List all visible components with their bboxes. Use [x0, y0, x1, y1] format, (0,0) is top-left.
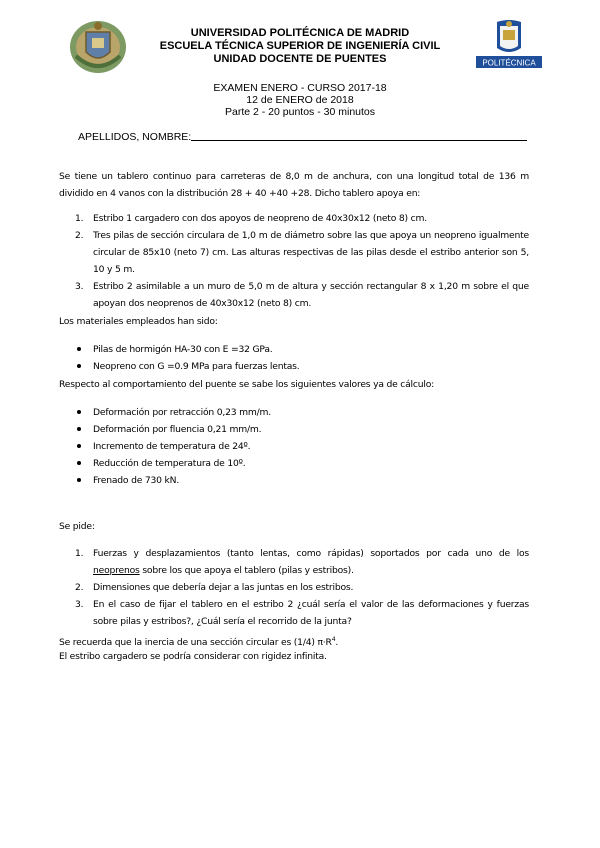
name-label: APELLIDOS, NOMBRE:: [78, 131, 192, 143]
intro-paragraph: Se tiene un tablero continuo para carreteras de 8,0 m de anchura, con una longitud total de 136 m dividido en 4 vanos con la distribución 28 + 40 +40 +28. Dicho tablero apoya en:: [59, 171, 529, 199]
list-text: Reducción de temperatura de 10º.: [93, 458, 246, 469]
list-item: [59, 438, 529, 455]
list-item: [59, 404, 529, 421]
inertia-note-text: Se recuerda que la inercia de una sección circular es (1/4) π·R: [59, 637, 332, 649]
materials-label: Los materiales empleados han sido:: [59, 316, 218, 327]
asks-label: Se pide:: [59, 521, 95, 532]
list-text: En el caso de fijar el tablero en el estribo 2 ¿cuál sería el valor de las deformaciones y fuerzas sobre pilas y estribos?, ¿Cuál sería el recorrido de la junta?: [93, 599, 529, 627]
list-item: [59, 341, 529, 358]
list-item: [59, 278, 529, 312]
exam-part: Parte 2 - 20 puntos - 30 minutos: [225, 106, 375, 118]
bullet-icon: [77, 478, 81, 482]
materials-list: [59, 341, 529, 375]
bullet-icon: [77, 461, 81, 465]
list-item: [59, 421, 529, 438]
list-text: Frenado de 730 kN.: [93, 475, 180, 486]
upm-logo-text: POLITÉCNICA: [482, 58, 536, 68]
list-text: Fuerzas y desplazamientos (tanto lentas, como rápidas) soportados por cada uno de los: [93, 548, 529, 559]
etsic-crest-logo: [66, 18, 130, 76]
exam-date: 12 de ENERO de 2018: [246, 94, 354, 106]
list-number: 3.: [75, 599, 84, 610]
unit-title: UNIDAD DOCENTE DE PUENTES: [213, 53, 387, 65]
name-field[interactable]: [78, 130, 527, 143]
list-item: [59, 579, 529, 596]
inertia-note-end: .: [335, 637, 339, 649]
list-text: Deformación por retracción 0,23 mm/m.: [93, 407, 271, 418]
list-number: 1.: [75, 548, 84, 559]
upm-logo: [474, 18, 544, 70]
list-item: [59, 358, 529, 375]
asks-list: [59, 545, 529, 630]
list-text: Dimensiones que debería dejar a las juntas en los estribos.: [93, 582, 354, 593]
list-text: Tres pilas de sección circulara de 1,0 m de diámetro sobre las que apoya un neopreno igualmente circular de 85x10 (neto 7) cm. Las alturas respectivas de las pilas desde el estribo anterior son 5, 10 y 5 m.: [93, 230, 529, 275]
university-title: UNIVERSIDAD POLITÉCNICA DE MADRID: [190, 27, 410, 39]
bullet-icon: [77, 427, 81, 431]
list-number: 1.: [75, 213, 84, 224]
list-item: [59, 596, 529, 630]
list-text: Pilas de hormigón HA-30 con E =32 GPa.: [93, 344, 273, 355]
list-number: 2.: [75, 582, 84, 593]
name-underline: [191, 130, 527, 141]
list-item: [59, 545, 529, 579]
list-number: 2.: [75, 230, 84, 241]
underlined-word: neoprenos: [93, 565, 140, 576]
behavior-list: [59, 404, 529, 489]
bullet-icon: [77, 410, 81, 414]
rigidity-note: El estribo cargadero se podría considerar con rigidez infinita.: [59, 651, 327, 662]
list-item: [59, 455, 529, 472]
bullet-icon: [77, 444, 81, 448]
bullet-icon: [77, 364, 81, 368]
list-number: 3.: [75, 281, 84, 292]
supports-list: [59, 210, 529, 312]
list-text: Incremento de temperatura de 24º.: [93, 441, 251, 452]
list-text: sobre los que apoya el tablero (pilas y estribos).: [139, 565, 354, 576]
list-text: Estribo 1 cargadero con dos apoyos de neopreno de 40x30x12 (neto 8) cm.: [93, 213, 427, 224]
inertia-exponent: 4: [331, 636, 336, 643]
list-text: Deformación por fluencia 0,21 mm/m.: [93, 424, 262, 435]
list-text: Estribo 2 asimilable a un muro de 5,0 m de altura y sección rectangular 8 x 1,20 m sobre el que apoyan dos neoprenos de 40x30x12 (neto 8) cm.: [93, 281, 529, 309]
list-item: [59, 210, 529, 227]
list-text: Neopreno con G =0.9 MPa para fuerzas lentas.: [93, 361, 300, 372]
list-item: [59, 472, 529, 489]
exam-session: EXAMEN ENERO - CURSO 2017-18: [213, 82, 387, 94]
list-item: [59, 227, 529, 278]
school-title: ESCUELA TÉCNICA SUPERIOR DE INGENIERÍA CIVIL: [159, 40, 441, 52]
behavior-label: Respecto al comportamiento del puente se sabe los siguientes valores ya de cálculo:: [59, 379, 435, 390]
bullet-icon: [77, 347, 81, 351]
